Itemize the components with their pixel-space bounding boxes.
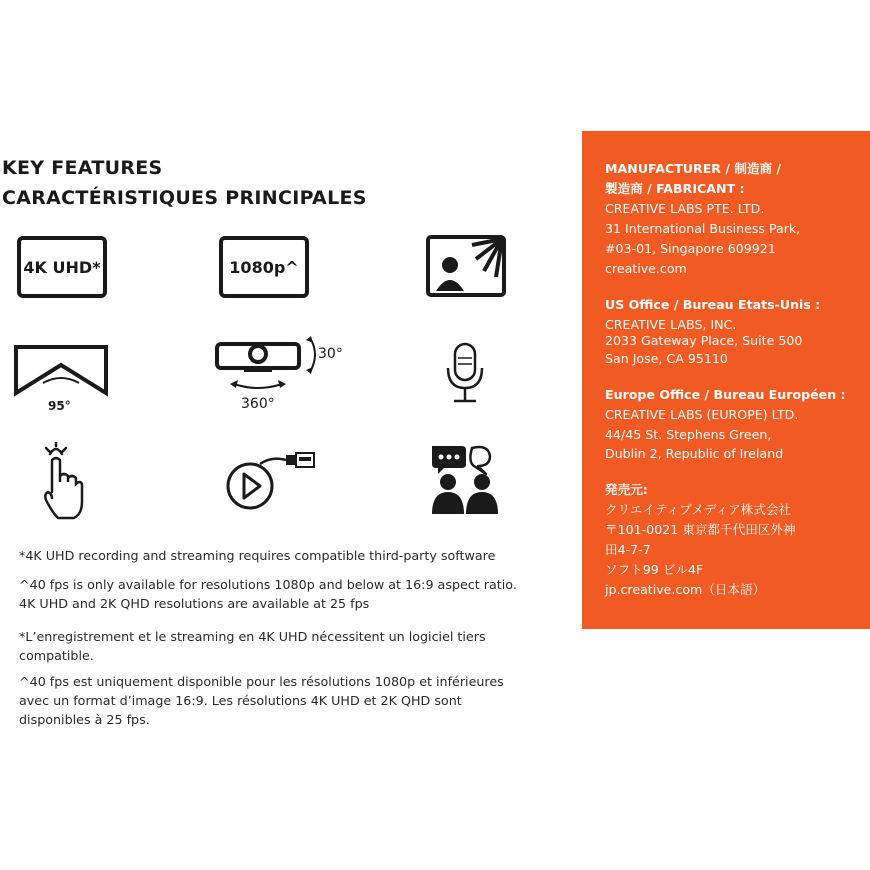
europe-office-line: Dublin 2, Republic of Ireland	[605, 446, 784, 461]
us-office-line: 2033 Gateway Place, Suite 500	[605, 333, 803, 348]
uhd-4k-badge	[17, 236, 107, 298]
heading-key-features: KEY FEATURES	[2, 157, 163, 179]
japan-distributor-line: 田4-7-7	[605, 542, 651, 557]
field-of-view-icon	[13, 343, 109, 397]
manufacturer-title-line2: 製造商 / FABRICANT :	[605, 181, 745, 196]
note-en-40fps-line1: ^40 fps is only available for resolutions 1080p and below at 16:9 aspect ratio.	[19, 577, 517, 592]
usb-plug-and-play-icon	[226, 448, 320, 514]
note-en-4k: *4K UHD recording and streaming requires compatible third-party software	[19, 548, 496, 563]
europe-office-line: CREATIVE LABS (EUROPE) LTD.	[605, 407, 799, 422]
pan-tilt-camera-icon	[214, 334, 324, 400]
manufacturer-line: CREATIVE LABS PTE. LTD.	[605, 201, 765, 216]
uhd-4k-label: 4K UHD*	[23, 257, 101, 277]
conversation-people-icon	[428, 442, 502, 518]
touch-button-icon	[38, 442, 84, 520]
light-correction-icon	[426, 235, 506, 297]
us-office-title: US Office / Bureau Etats-Unis :	[605, 297, 821, 312]
note-fr-40fps-line1: ^40 fps est uniquement disponible pour les résolutions 1080p et inférieures	[19, 674, 504, 689]
japan-website: jp.creative.com（日本語）	[605, 582, 766, 597]
fov-label: 95°	[48, 399, 71, 413]
manufacturer-line: 31 International Business Park,	[605, 221, 801, 236]
manufacturer-title-line1: MANUFACTURER / 制造商 /	[605, 161, 782, 176]
note-fr-4k-line1: *L’enregistrement et le streaming en 4K UHD nécessitent un logiciel tiers	[19, 629, 486, 644]
fhd-1080p-label: 1080p^	[229, 257, 299, 277]
heading-caracteristiques: CARACTÉRISTIQUES PRINCIPALES	[2, 187, 367, 209]
fhd-1080p-badge	[219, 236, 309, 298]
manufacturer-info-panel	[582, 131, 870, 629]
microphone-icon	[444, 342, 486, 404]
japan-distributor-line: クリエイティブメディア株式会社	[605, 502, 792, 517]
us-office-line: San Jose, CA 95110	[605, 351, 728, 366]
europe-office-line: 44/45 St. Stephens Green,	[605, 427, 772, 442]
note-fr-4k-line2: compatible.	[19, 648, 94, 663]
tilt-label: 30°	[318, 346, 343, 362]
japan-distributor-line: 〒101-0021 東京都千代田区外神	[605, 522, 796, 537]
japan-distributor-title: 発売元:	[605, 482, 648, 497]
us-office-line: CREATIVE LABS, INC.	[605, 317, 737, 332]
manufacturer-line: #03-01, Singapore 609921	[605, 241, 776, 256]
manufacturer-website: creative.com	[605, 261, 687, 276]
note-en-40fps-line2: 4K UHD and 2K QHD resolutions are available at 25 fps	[19, 596, 370, 611]
europe-office-title: Europe Office / Bureau Européen :	[605, 387, 846, 402]
note-fr-40fps-line3: disponibles à 25 fps.	[19, 712, 150, 727]
japan-distributor-line: ソフト99 ビル4F	[605, 562, 704, 577]
pan-label: 360°	[241, 396, 275, 412]
note-fr-40fps-line2: avec un format d’image 16:9. Les résolutions 4K UHD et 2K QHD sont	[19, 693, 462, 708]
